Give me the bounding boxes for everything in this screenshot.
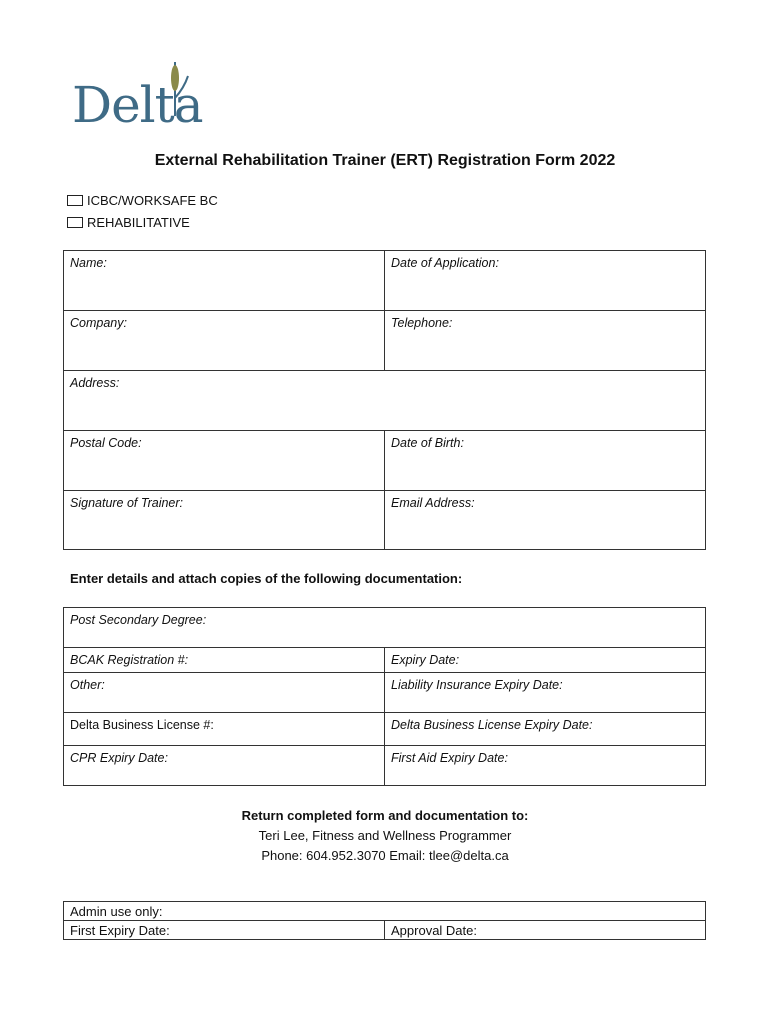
company-field[interactable]: Company:	[64, 311, 385, 371]
postal-code-field[interactable]: Postal Code:	[64, 431, 385, 491]
date-of-birth-field[interactable]: Date of Birth:	[385, 431, 706, 491]
return-heading: Return completed form and documentation to:	[241, 808, 529, 823]
documentation-table	[63, 607, 706, 786]
checkbox-rehabilitative[interactable]	[67, 215, 190, 230]
cpr-field[interactable]: CPR Expiry Date:	[64, 746, 385, 786]
checkbox-icon[interactable]	[67, 217, 83, 228]
other-field[interactable]: Other:	[64, 673, 385, 713]
business-license-field[interactable]: Delta Business License #:	[64, 713, 385, 746]
form-title: External Rehabilitation Trainer (ERT) Registration Form 2022	[154, 152, 616, 169]
email-field[interactable]: Email Address:	[385, 491, 706, 550]
logo-text: Delta	[72, 76, 203, 134]
first-aid-field[interactable]: First Aid Expiry Date:	[385, 746, 706, 786]
first-expiry-field[interactable]: First Expiry Date:	[64, 921, 385, 940]
checkbox-icbc[interactable]	[67, 193, 218, 208]
checkbox-label: ICBC/WORKSAFE BC	[87, 193, 218, 208]
return-contact: Teri Lee, Fitness and Wellness Programmer	[258, 828, 512, 843]
business-license-expiry-field[interactable]: Delta Business License Expiry Date:	[385, 713, 706, 746]
name-field[interactable]: Name:	[64, 251, 385, 311]
return-info	[0, 806, 770, 866]
telephone-field[interactable]: Telephone:	[385, 311, 706, 371]
admin-label: Admin use only:	[64, 902, 706, 921]
date-of-application-field[interactable]: Date of Application:	[385, 251, 706, 311]
expiry-field[interactable]: Expiry Date:	[385, 648, 706, 673]
approval-field[interactable]: Approval Date:	[385, 921, 706, 940]
documentation-heading: Enter details and attach copies of the following documentation:	[70, 571, 463, 586]
bcak-field[interactable]: BCAK Registration #:	[64, 648, 385, 673]
applicant-table	[63, 250, 706, 550]
admin-table	[63, 901, 706, 940]
post-secondary-field[interactable]: Post Secondary Degree:	[64, 608, 706, 648]
return-phone-email: Phone: 604.952.3070 Email: tlee@delta.ca	[261, 848, 509, 863]
address-field[interactable]: Address:	[64, 371, 706, 431]
delta-logo	[72, 58, 212, 138]
liability-field[interactable]: Liability Insurance Expiry Date:	[385, 673, 706, 713]
signature-field[interactable]: Signature of Trainer:	[64, 491, 385, 550]
checkbox-label: REHABILITATIVE	[87, 215, 190, 230]
checkbox-icon[interactable]	[67, 195, 83, 206]
